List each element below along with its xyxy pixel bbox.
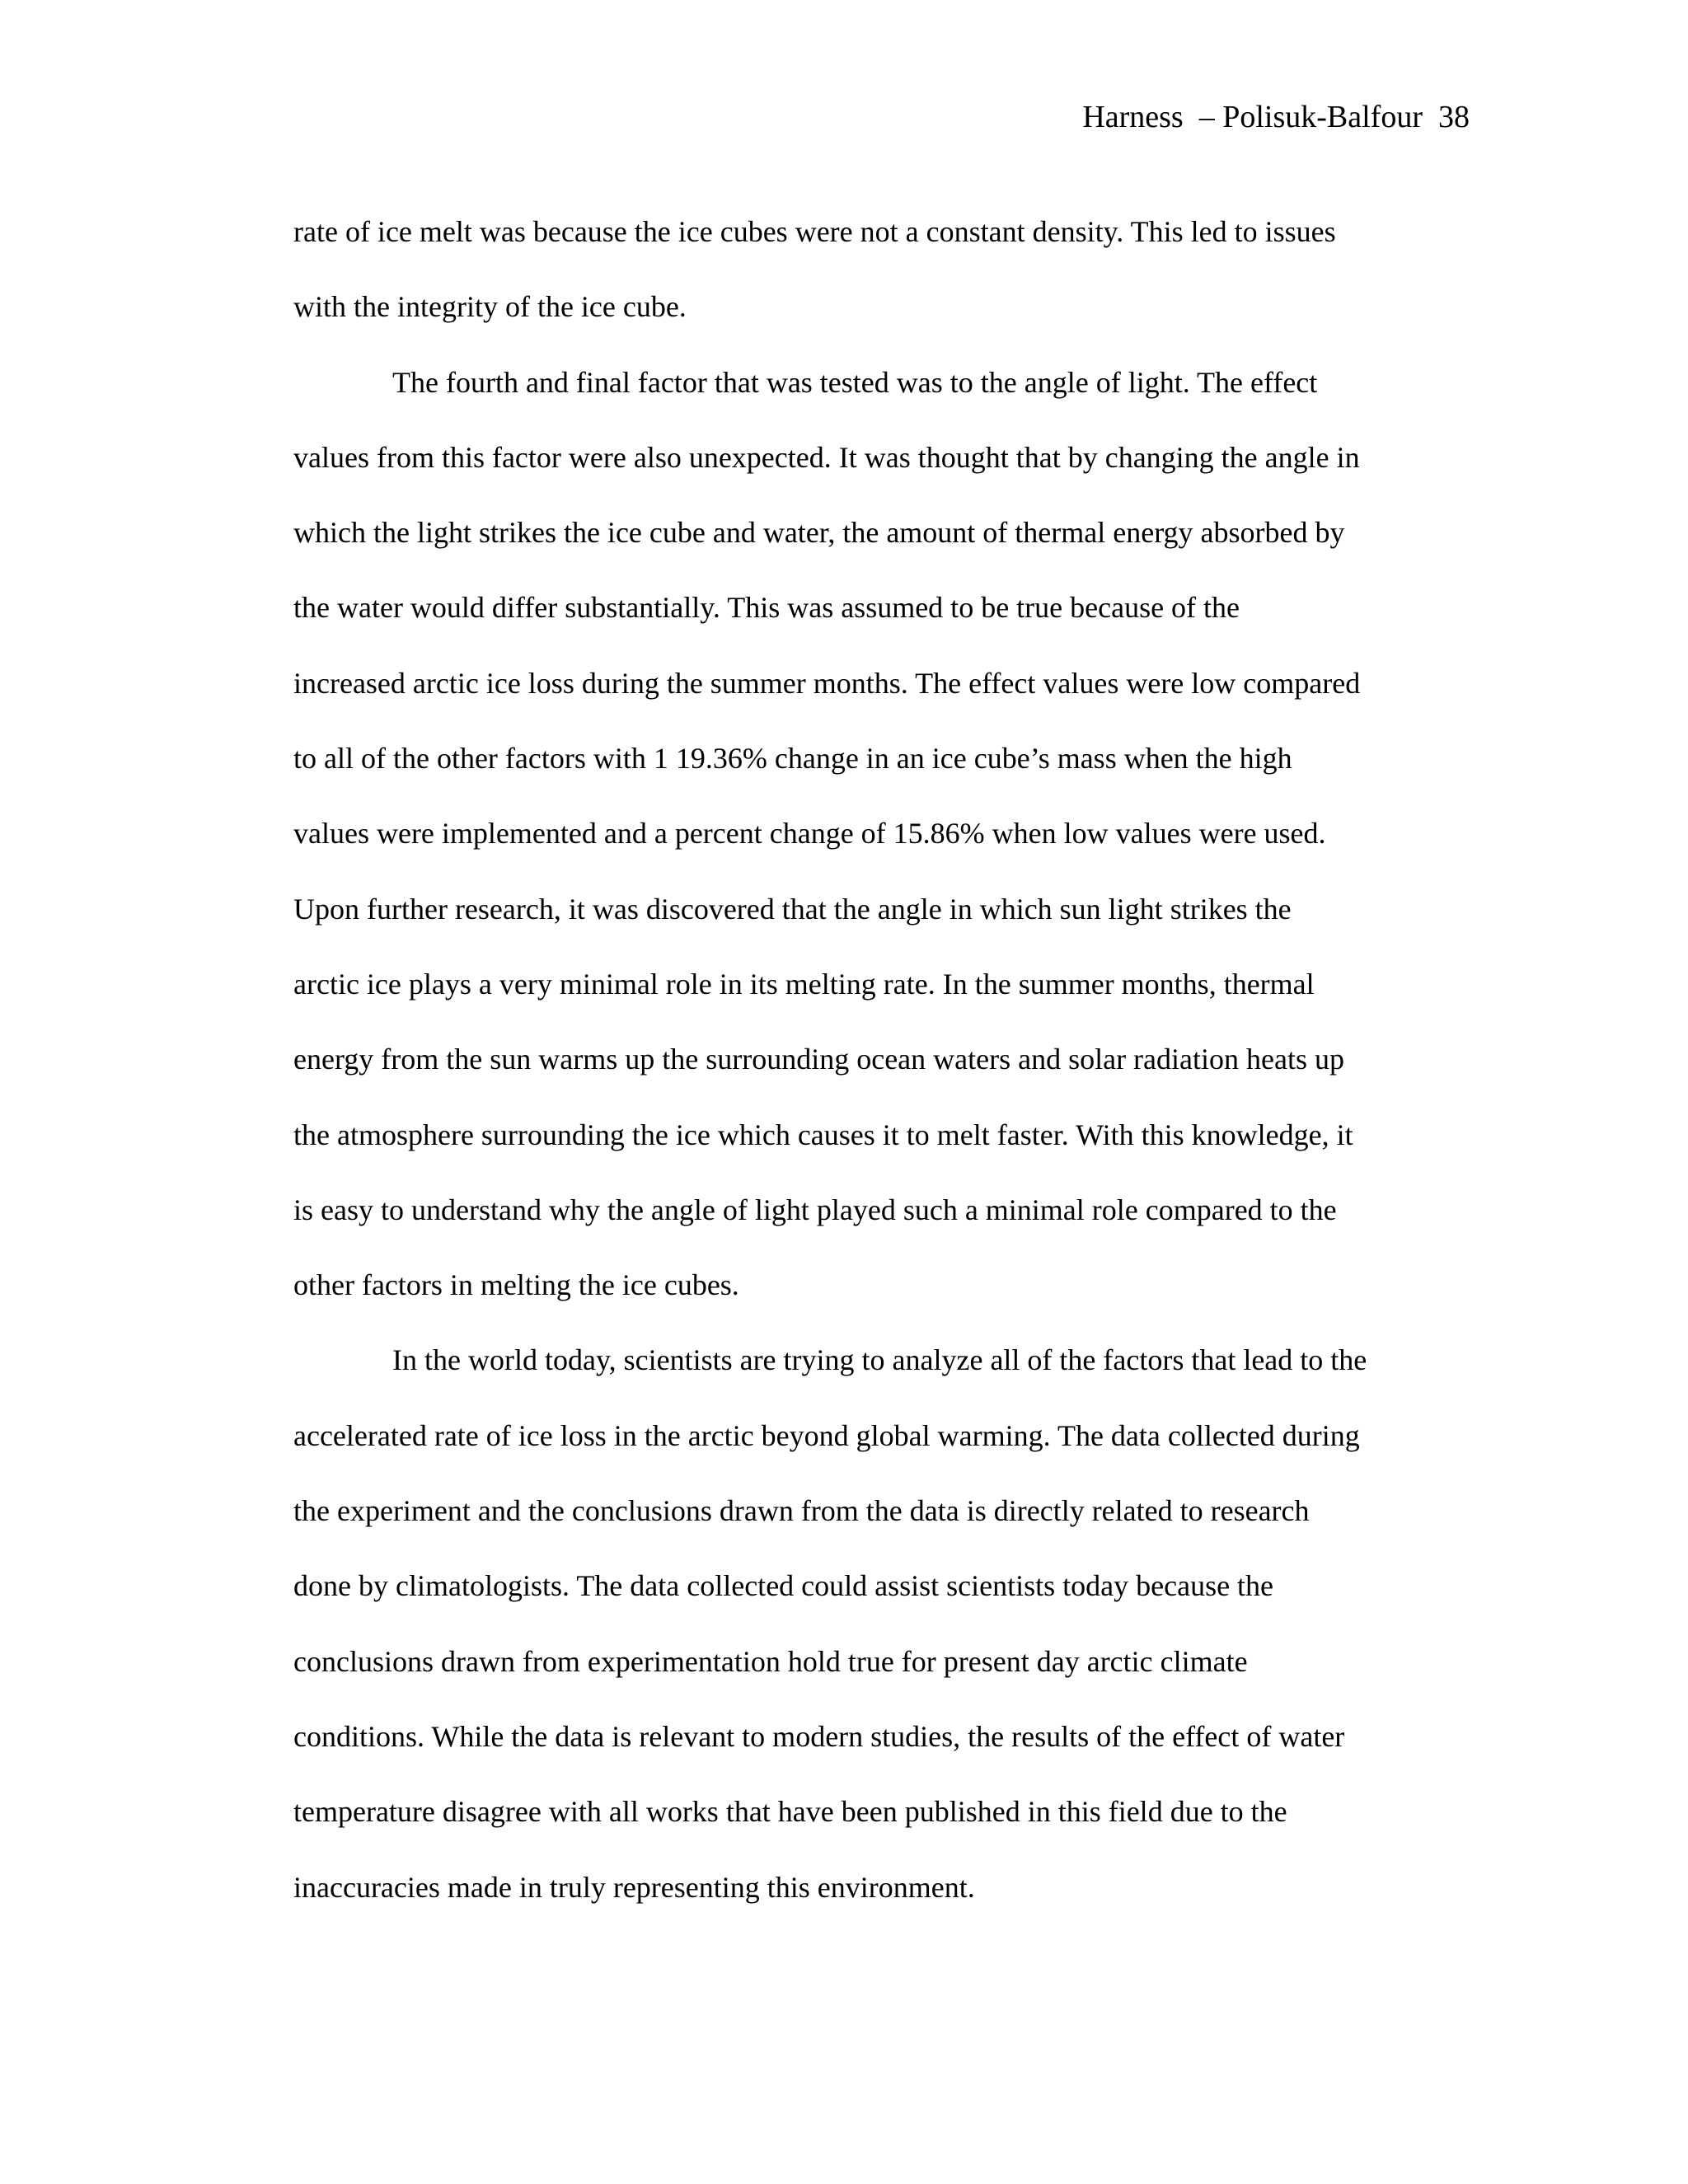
text-line: the experiment and the conclusions drawn from the data is directly related to research bbox=[293, 1494, 1310, 1528]
text-line: with the integrity of the ice cube. bbox=[293, 290, 687, 324]
text-line: other factors in melting the ice cubes. bbox=[293, 1268, 739, 1302]
text-line: the water would differ substantially. This was assumed to be true because of the bbox=[293, 591, 1240, 625]
text-line: temperature disagree with all works that have been published in this field due to the bbox=[293, 1795, 1287, 1829]
text-line: values from this factor were also unexpected. It was thought that by changing the angle in bbox=[293, 440, 1360, 474]
text-line: arctic ice plays a very minimal role in its melting rate. In the summer months, thermal bbox=[293, 967, 1315, 1001]
text-line: energy from the sun warms up the surrounding ocean waters and solar radiation heats up bbox=[293, 1043, 1344, 1076]
running-head: Harness – Polisuk-Balfour 38 bbox=[1082, 100, 1470, 134]
text-line: conclusions drawn from experimentation hold true for present day arctic climate bbox=[293, 1644, 1248, 1678]
text-line: Upon further research, it was discovered that the angle in which sun light strikes the bbox=[293, 892, 1292, 926]
text-line: values were implemented and a percent change of 15.86% when low values were used. bbox=[293, 817, 1326, 851]
text-line: inaccuracies made in truly representing this environment. bbox=[293, 1870, 975, 1904]
text-line: rate of ice melt was because the ice cubes were not a constant density. This led to issues bbox=[293, 215, 1336, 248]
text-line: the atmosphere surrounding the ice which causes it to melt faster. With this knowledge, it bbox=[293, 1118, 1353, 1151]
text-line: accelerated rate of ice loss in the arctic beyond global warming. The data collected during bbox=[293, 1418, 1360, 1452]
paragraph bbox=[293, 194, 1472, 345]
text-line: The fourth and final factor that was tested was to the angle of light. The effect bbox=[392, 365, 1318, 399]
text-line: is easy to understand why the angle of light played such a minimal role compared to the bbox=[293, 1193, 1337, 1226]
text-line: which the light strikes the ice cube and water, the amount of thermal energy absorbed by bbox=[293, 516, 1345, 550]
text-line: done by climatologists. The data collected could assist scientists today because the bbox=[293, 1569, 1274, 1603]
body-text bbox=[293, 194, 1472, 1925]
text-line: to all of the other factors with 1 19.36% change in an ice cube’s mass when the high bbox=[293, 742, 1292, 776]
text-line: increased arctic ice loss during the summer months. The effect values were low compared bbox=[293, 666, 1361, 700]
text-line: In the world today, scientists are trying to analyze all of the factors that lead to the bbox=[392, 1343, 1367, 1377]
paragraph bbox=[293, 1323, 1472, 1924]
paragraph bbox=[293, 345, 1472, 1324]
text-line: conditions. While the data is relevant to modern studies, the results of the effect of water bbox=[293, 1719, 1345, 1753]
